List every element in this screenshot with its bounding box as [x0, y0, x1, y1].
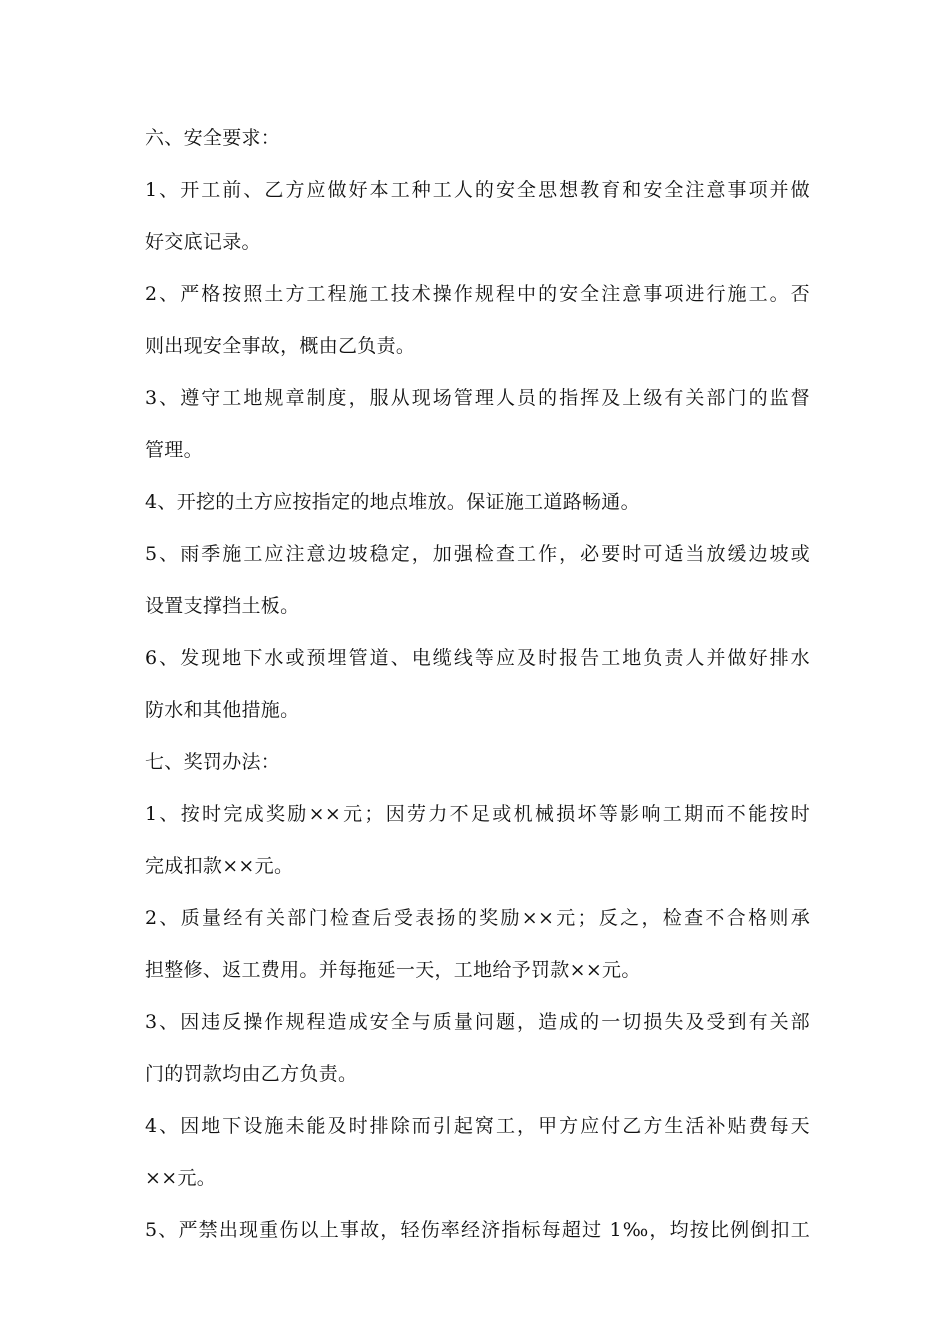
clause-line: 4、因地下设施未能及时排除而引起窝工，甲方应付乙方生活补贴费每天 [145, 1115, 810, 1137]
clause-line: 4、开挖的土方应按指定的地点堆放。保证施工道路畅通。 [145, 491, 640, 513]
clause-safety-4 [145, 476, 810, 528]
clause-safety-5 [145, 528, 810, 632]
clause-rewards-4 [145, 1100, 810, 1204]
clause-line: 3、遵守工地规章制度，服从现场管理人员的指挥及上级有关部门的监督 [145, 387, 810, 409]
clause-safety-6 [145, 632, 810, 736]
clause-line: 1、开工前、乙方应做好本工种工人的安全思想教育和安全注意事项并做 [145, 179, 810, 201]
clause-line: 担整修、返工费用。并每拖延一天，工地给予罚款××元。 [145, 959, 641, 981]
clause-line: 2、质量经有关部门检查后受表扬的奖励××元；反之，检查不合格则承 [145, 907, 810, 929]
clause-line: ××元。 [145, 1167, 217, 1189]
clause-line: 2、严格按照土方工程施工技术操作规程中的安全注意事项进行施工。否 [145, 283, 810, 305]
clause-rewards-3 [145, 996, 810, 1100]
document-body [145, 112, 810, 1256]
section-heading-safety: 六、安全要求： [145, 127, 281, 149]
clause-line: 6、发现地下水或预埋管道、电缆线等应及时报告工地负责人并做好排水 [145, 647, 810, 669]
clause-safety-1 [145, 164, 810, 268]
clause-line: 1、按时完成奖励××元；因劳力不足或机械损坏等影响工期而不能按时 [145, 803, 810, 825]
clause-rewards-1 [145, 788, 810, 892]
clause-line: 防水和其他措施。 [145, 699, 300, 721]
clause-rewards-5 [145, 1204, 810, 1256]
clause-line: 5、严禁出现重伤以上事故，轻伤率经济指标每超过 1‰，均按比例倒扣工 [145, 1219, 810, 1241]
clause-line: 3、因违反操作规程造成安全与质量问题，造成的一切损失及受到有关部 [145, 1011, 810, 1033]
clause-line: 好交底记录。 [145, 231, 261, 253]
clause-line: 则出现安全事故，概由乙负责。 [145, 335, 416, 357]
clause-safety-2 [145, 268, 810, 372]
section-heading-rewards: 七、奖罚办法： [145, 751, 281, 773]
clause-line: 设置支撑挡土板。 [145, 595, 300, 617]
clause-line: 门的罚款均由乙方负责。 [145, 1063, 358, 1085]
clause-line: 管理。 [145, 439, 203, 461]
clause-line: 5、雨季施工应注意边坡稳定，加强检查工作，必要时可适当放缓边坡或 [145, 543, 810, 565]
clause-safety-3 [145, 372, 810, 476]
clause-line: 完成扣款××元。 [145, 855, 294, 877]
clause-rewards-2 [145, 892, 810, 996]
